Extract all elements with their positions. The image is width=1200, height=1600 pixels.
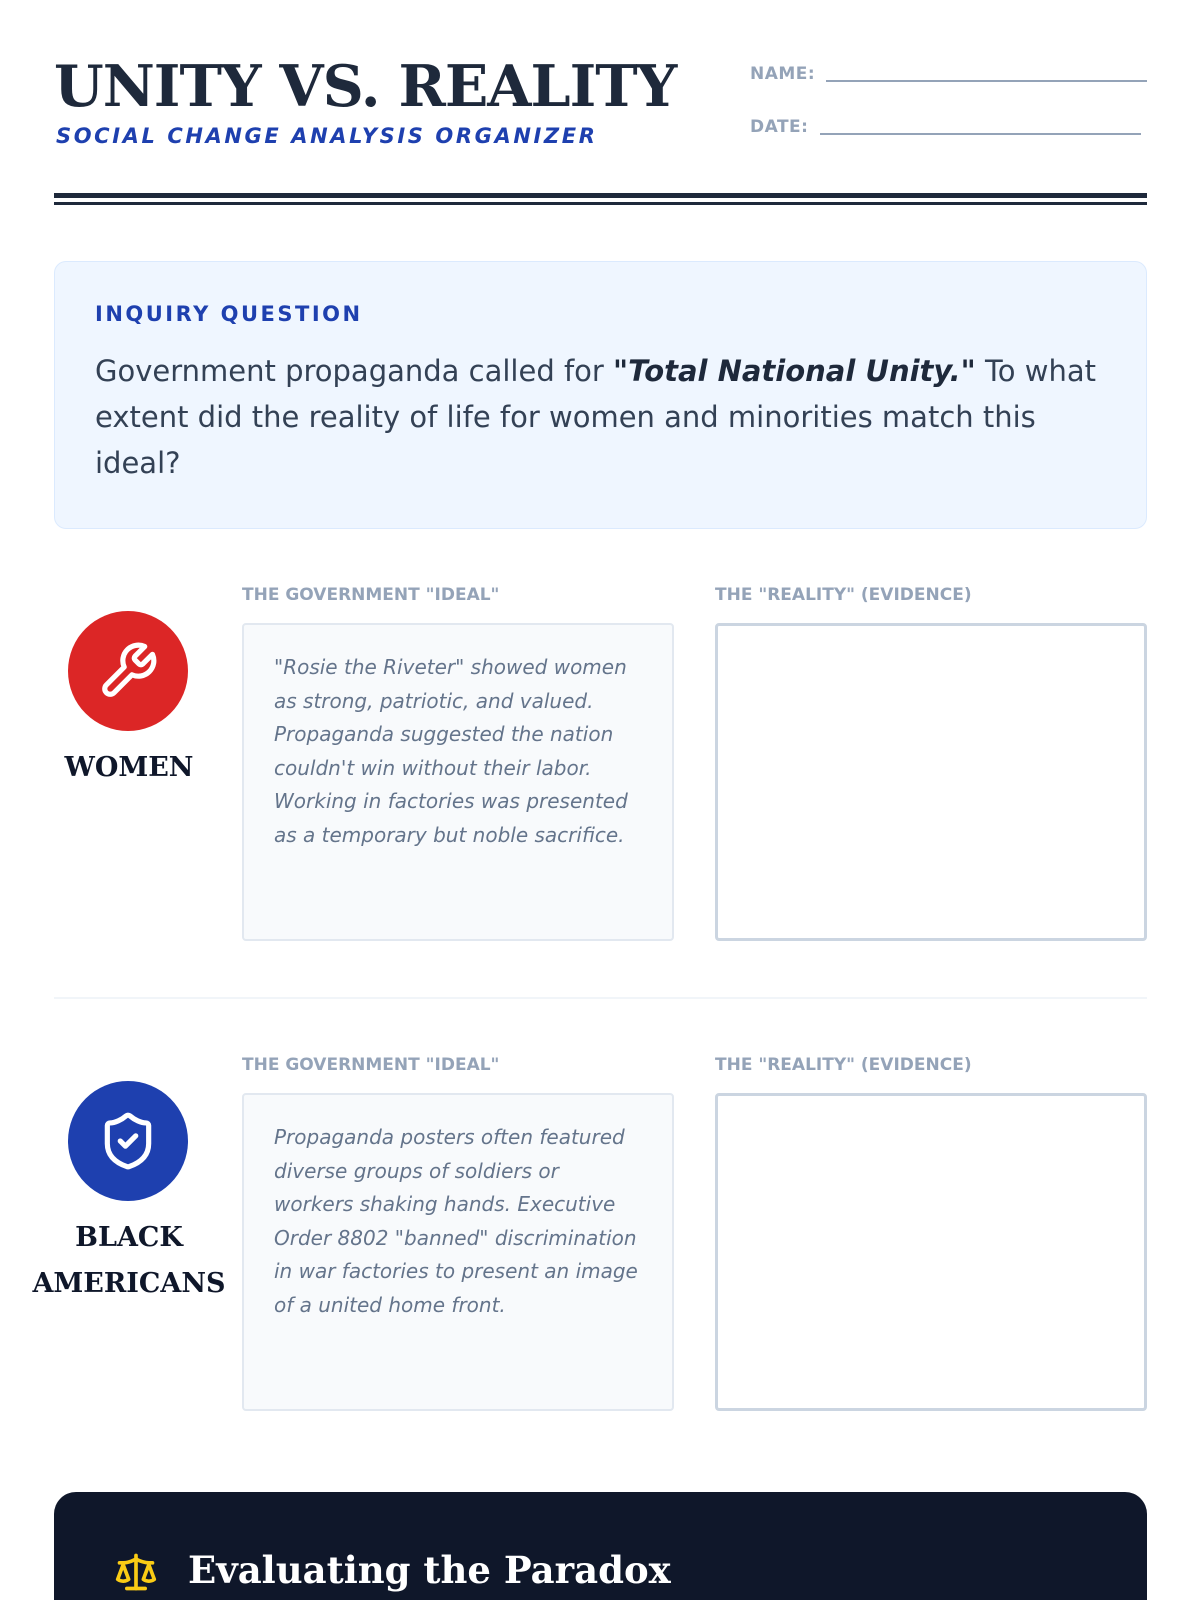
header-rule-thin	[54, 202, 1147, 205]
shield-check-icon	[68, 1081, 188, 1201]
ideal-text: "Rosie the Riveter" showed women as strong, patriotic, and valued. Propaganda suggested the nation couldn't win without their labor. Working in factories was presented as a temporary but noble sacrifice.	[274, 655, 628, 847]
date-field[interactable]	[750, 109, 1141, 135]
evidence-box[interactable]	[715, 1093, 1147, 1411]
scale-icon	[110, 1550, 162, 1598]
paradox-panel	[54, 1492, 1147, 1600]
inquiry-label: INQUIRY QUESTION	[95, 302, 363, 326]
group-name-black-americans: BLACK AMERICANS	[32, 1222, 226, 1299]
wrench-icon	[68, 611, 188, 731]
inquiry-text-start: Government propaganda called for	[95, 354, 614, 388]
group-name-women: WOMEN	[64, 752, 194, 783]
inquiry-question	[95, 348, 1106, 486]
inquiry-quote: "Total National Unity."	[613, 354, 976, 388]
ideal-box	[242, 623, 674, 941]
evidence-box[interactable]	[715, 623, 1147, 941]
header-rule	[54, 193, 1147, 198]
inquiry-box	[54, 261, 1147, 529]
reality-column-label: THE "REALITY" (EVIDENCE)	[715, 1055, 972, 1075]
women-section	[54, 585, 1147, 985]
date-label: DATE:	[750, 117, 809, 137]
ideal-column-label: THE GOVERNMENT "IDEAL"	[242, 1055, 500, 1075]
name-line[interactable]	[826, 80, 1147, 82]
ideal-text: Propaganda posters often featured diverse groups of soldiers or workers shaking hands. Executive Order 8802 "banned" discrimination in war factories to present an image of a united home front.	[274, 1125, 638, 1317]
black-americans-section	[32, 1055, 1147, 1455]
ideal-column-label: THE GOVERNMENT "IDEAL"	[242, 585, 500, 605]
page-subtitle: SOCIAL CHANGE ANALYSIS ORGANIZER	[56, 124, 598, 148]
ideal-box	[242, 1093, 674, 1411]
date-line[interactable]	[820, 133, 1141, 135]
section-divider	[54, 997, 1147, 999]
paradox-title: Evaluating the Paradox	[188, 1548, 671, 1592]
name-field[interactable]	[750, 56, 1147, 82]
name-label: NAME:	[750, 64, 816, 84]
page-title: UNITY VS. REALITY	[54, 53, 677, 120]
reality-column-label: THE "REALITY" (EVIDENCE)	[715, 585, 972, 605]
worksheet-header	[54, 52, 1147, 212]
inquiry-text-end: To what extent did the reality of life for women and minorities match this ideal?	[95, 354, 1096, 480]
